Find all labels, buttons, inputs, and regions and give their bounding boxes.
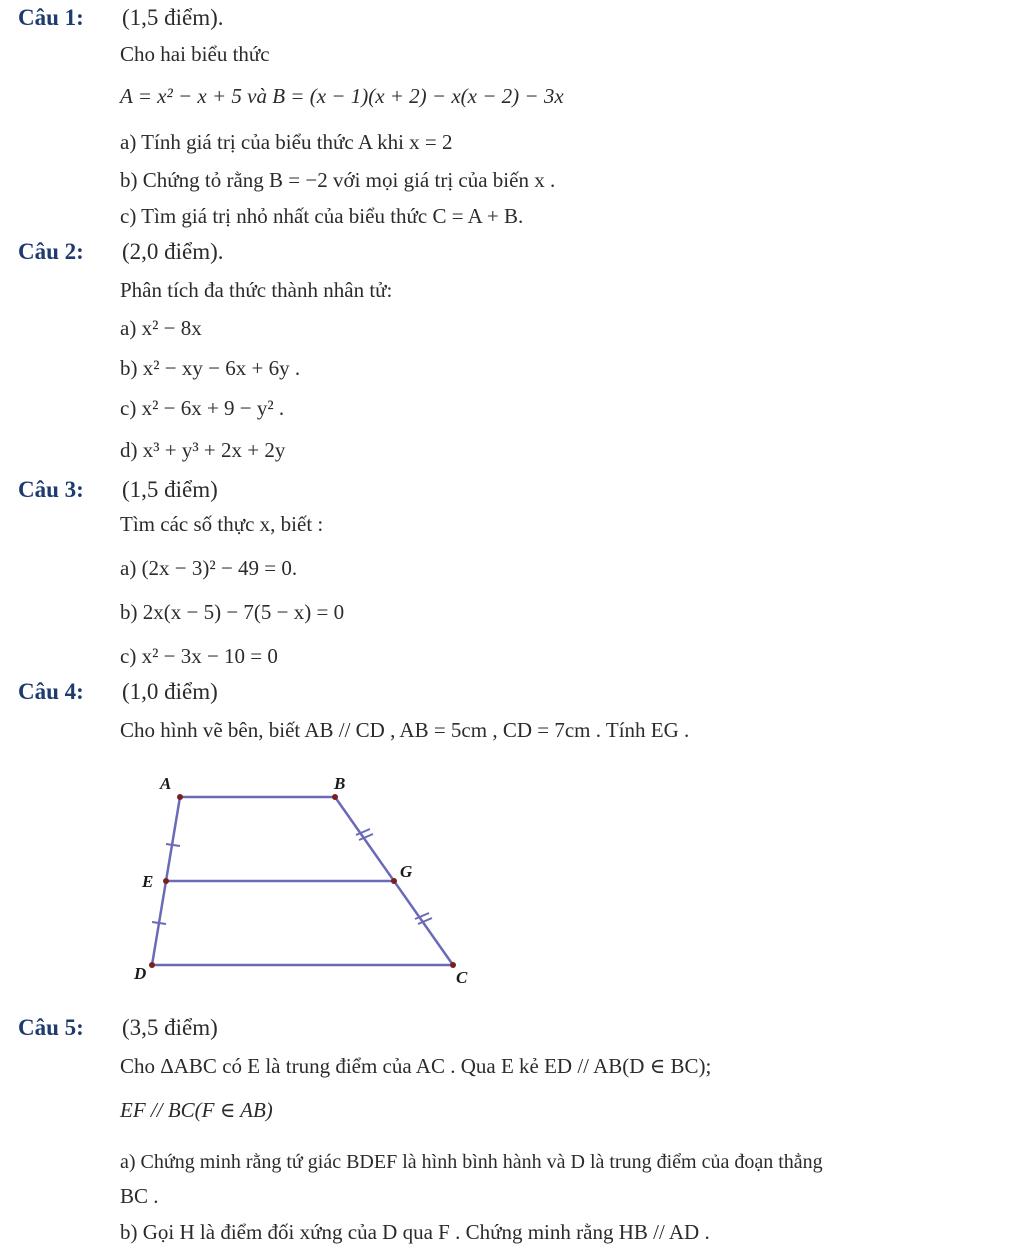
trapezoid-figure: [120, 765, 520, 1005]
q5-part-b: b) Gọi H là điểm đối xứng của D qua F . Chứng minh rằng HB // AD .: [120, 1220, 710, 1244]
q1-part-c: c) Tìm giá trị nhỏ nhất của biểu thức C = A + B.: [120, 204, 524, 228]
q1-intro: Cho hai biểu thức: [120, 42, 270, 66]
q5-intro-2: EF // BC(F ∈ AB): [120, 1098, 273, 1122]
label-G: G: [400, 862, 413, 881]
q2-label: Câu 2:: [18, 239, 84, 264]
q1-heading: [18, 6, 224, 29]
q4-heading: [18, 680, 218, 703]
label-D: D: [134, 964, 147, 983]
q2-points: (2,0 điểm).: [122, 239, 224, 264]
q3-part-c: c) x² − 3x − 10 = 0: [120, 644, 278, 668]
q2-intro: Phân tích đa thức thành nhân tử:: [120, 278, 393, 302]
q3-heading: [18, 478, 218, 501]
q3-part-b: b) 2x(x − 5) − 7(5 − x) = 0: [120, 600, 345, 624]
tick-AE: [166, 844, 180, 846]
q5-intro: Cho ΔABC có E là trung điểm của AC . Qua E kẻ ED // AB(D ∈ BC);: [120, 1054, 712, 1078]
q5-part-a-cont: BC .: [120, 1184, 159, 1208]
q2-part-d: d) x³ + y³ + 2x + 2y: [120, 438, 286, 462]
point-G: [391, 878, 397, 884]
tick-ED: [152, 922, 166, 924]
q4-points: (1,0 điểm): [122, 679, 218, 704]
q1-part-a: a) Tính giá trị của biểu thức A khi x = 2: [120, 130, 453, 154]
point-D: [149, 962, 155, 968]
q3-intro: Tìm các số thực x, biết :: [120, 512, 324, 536]
label-B: B: [334, 774, 346, 793]
q2-part-c: c) x² − 6x + 9 − y² .: [120, 396, 285, 420]
point-A: [177, 794, 183, 800]
q2-heading: [18, 240, 224, 263]
q2-part-a: a) x² − 8x: [120, 316, 202, 340]
q5-part-a: a) Chứng minh rằng tứ giác BDEF là hình bình hành và D là trung điểm của đoạn thẳng: [120, 1151, 823, 1173]
q1-part-b: b) Chứng tỏ rằng B = −2 với mọi giá trị của biến x .: [120, 168, 556, 192]
q5-heading: [18, 1016, 218, 1039]
point-E: [163, 878, 169, 884]
q4-intro: Cho hình vẽ bên, biết AB // CD , AB = 5cm , CD = 7cm . Tính EG .: [120, 718, 690, 742]
label-C: C: [456, 968, 468, 987]
label-A: A: [160, 774, 172, 793]
q1-label: Câu 1:: [18, 5, 84, 30]
q3-part-a: a) (2x − 3)² − 49 = 0.: [120, 556, 298, 580]
q4-label: Câu 4:: [18, 679, 84, 704]
q2-part-b: b) x² − xy − 6x + 6y .: [120, 356, 301, 380]
label-E: E: [142, 872, 154, 891]
q3-label: Câu 3:: [18, 477, 84, 502]
q5-points: (3,5 điểm): [122, 1015, 218, 1040]
q1-expression: A = x² − x + 5 và B = (x − 1)(x + 2) − x(x − 2) − 3x: [120, 84, 564, 108]
q1-points: (1,5 điểm).: [122, 5, 224, 30]
point-B: [332, 794, 338, 800]
q3-points: (1,5 điểm): [122, 477, 218, 502]
q5-label: Câu 5:: [18, 1015, 84, 1040]
